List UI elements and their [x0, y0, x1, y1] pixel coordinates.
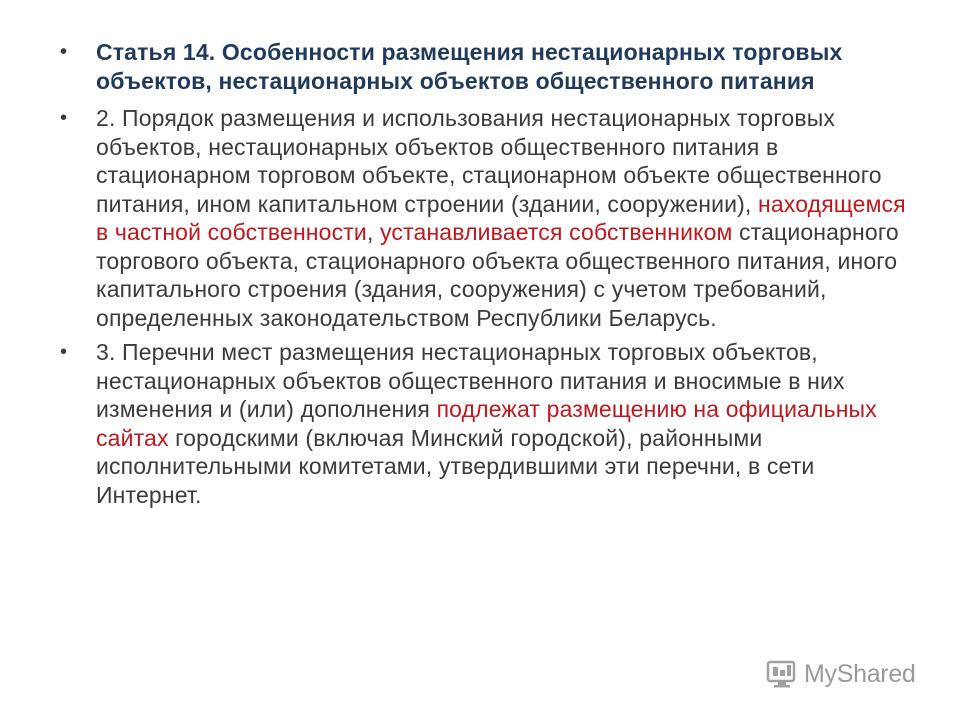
paragraph-3-highlight-official-sites: подлежат размещению на официальных сайтах — [96, 396, 877, 451]
bullet-list — [58, 38, 908, 515]
paragraph-2-highlight-private-property: находящемся в частной собственности — [96, 190, 906, 245]
paragraph-3 — [58, 338, 908, 509]
paragraph-3-text-a: 3. Перечни мест размещения нестационарных торговых объектов, нестационарных объектов общественного питания и вносимые в них изменения и (или) дополнения — [96, 339, 845, 422]
article-heading — [58, 38, 908, 95]
paragraph-2-highlight-owner: устанавливается собственником — [380, 219, 733, 245]
bullet-marker: • — [60, 107, 68, 129]
bullet-marker: • — [60, 341, 68, 363]
paragraph-2-text-a: 2. Порядок размещения и использования нестационарных торговых объектов, нестационарных объектов общественного питания в стационарном торговом объекте, стационарном объекте общественного питания, ином капитальном строении (здании, сооружении), — [96, 105, 882, 217]
myshared-watermark — [766, 654, 926, 694]
paragraph-2-text-b: , — [366, 219, 381, 245]
paragraph-2 — [58, 104, 908, 332]
paragraph-3-text-b: городскими (включая Минский городской), районными исполнительными комитетами, утвердившими эти перечни, в сети Интернет. — [96, 424, 815, 508]
bullet-marker: • — [60, 41, 68, 63]
paragraph-2-text-c: стационарного торгового объекта, стационарного объекта общественного питания, иного капитального строения (здания, сооружения) с учетом требований, определенных законодательством Республики Беларусь. — [96, 219, 899, 331]
myshared-watermark-text: MyShared — [804, 659, 916, 688]
myshared-logo-icon — [766, 659, 800, 689]
article-heading-text: Статья 14. Особенности размещения нестационарных торговых объектов, нестационарных объектов общественного питания — [96, 39, 843, 94]
